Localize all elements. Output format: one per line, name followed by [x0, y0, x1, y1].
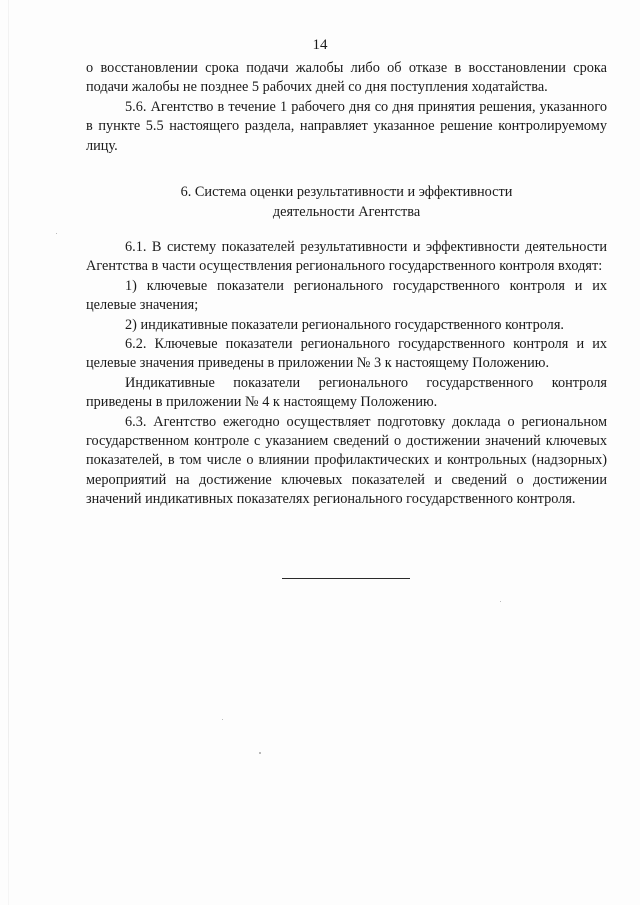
scan-speck [500, 601, 501, 602]
scan-edge-shadow [8, 0, 9, 905]
section-5-continuation [86, 59, 607, 156]
paragraph-5-5-continuation: о восстановлении срока подачи жалобы либо об отказе в восстановлении срока подачи жалобы не позднее 5 рабочих дней со дня поступления ходатайства. [86, 60, 607, 96]
paragraph-6-1: 6.1. В систему показателей результативности и эффективности деятельности Агентства в части осуществления регионального государственного контроля входят: [86, 239, 607, 275]
scan-speck [56, 233, 57, 234]
list-item-1: 1) ключевые показатели регионального государственного контроля и их целевые значения; [86, 277, 607, 314]
closing-rule-line [282, 578, 410, 579]
section-6-heading-line1: 6. Система оценки результативности и эффективности [180, 184, 513, 200]
scan-speck [222, 719, 223, 720]
paragraph-6-2: 6.2. Ключевые показатели регионального государственного контроля и их целевые значения приведены в приложении № 3 к настоящему Положению. [86, 336, 607, 372]
section-6-heading-line2: деятельности Агентства [272, 203, 421, 220]
list-item-2: 2) индикативные показатели регионального государственного контроля. [125, 316, 564, 333]
section-6-heading [86, 183, 607, 222]
page-number: 14 [312, 37, 328, 53]
scan-speck [259, 752, 261, 754]
paragraph-6-3: 6.3. Агентство ежегодно осуществляет подготовку доклада о региональном государственном контроле с указанием сведений о достижении значений ключевых показателей, в том числе о влиянии профилактических и контрольных (надзорных) мероприятий на достижение ключевых показателей и сведений о достижении значений индикативных показателях регионального государственного контроля. [86, 413, 607, 508]
paragraph-6-2-continued: Индикативные показатели регионального государственного контроля приведены в приложении № 4 к настоящему Положению. [86, 374, 607, 411]
section-6-body [86, 238, 607, 510]
paragraph-5-6: 5.6. Агентство в течение 1 рабочего дня со дня принятия решения, указанного в пункте 5.5 настоящего раздела, направляет указанное решение контролируемому лицу. [86, 98, 607, 154]
